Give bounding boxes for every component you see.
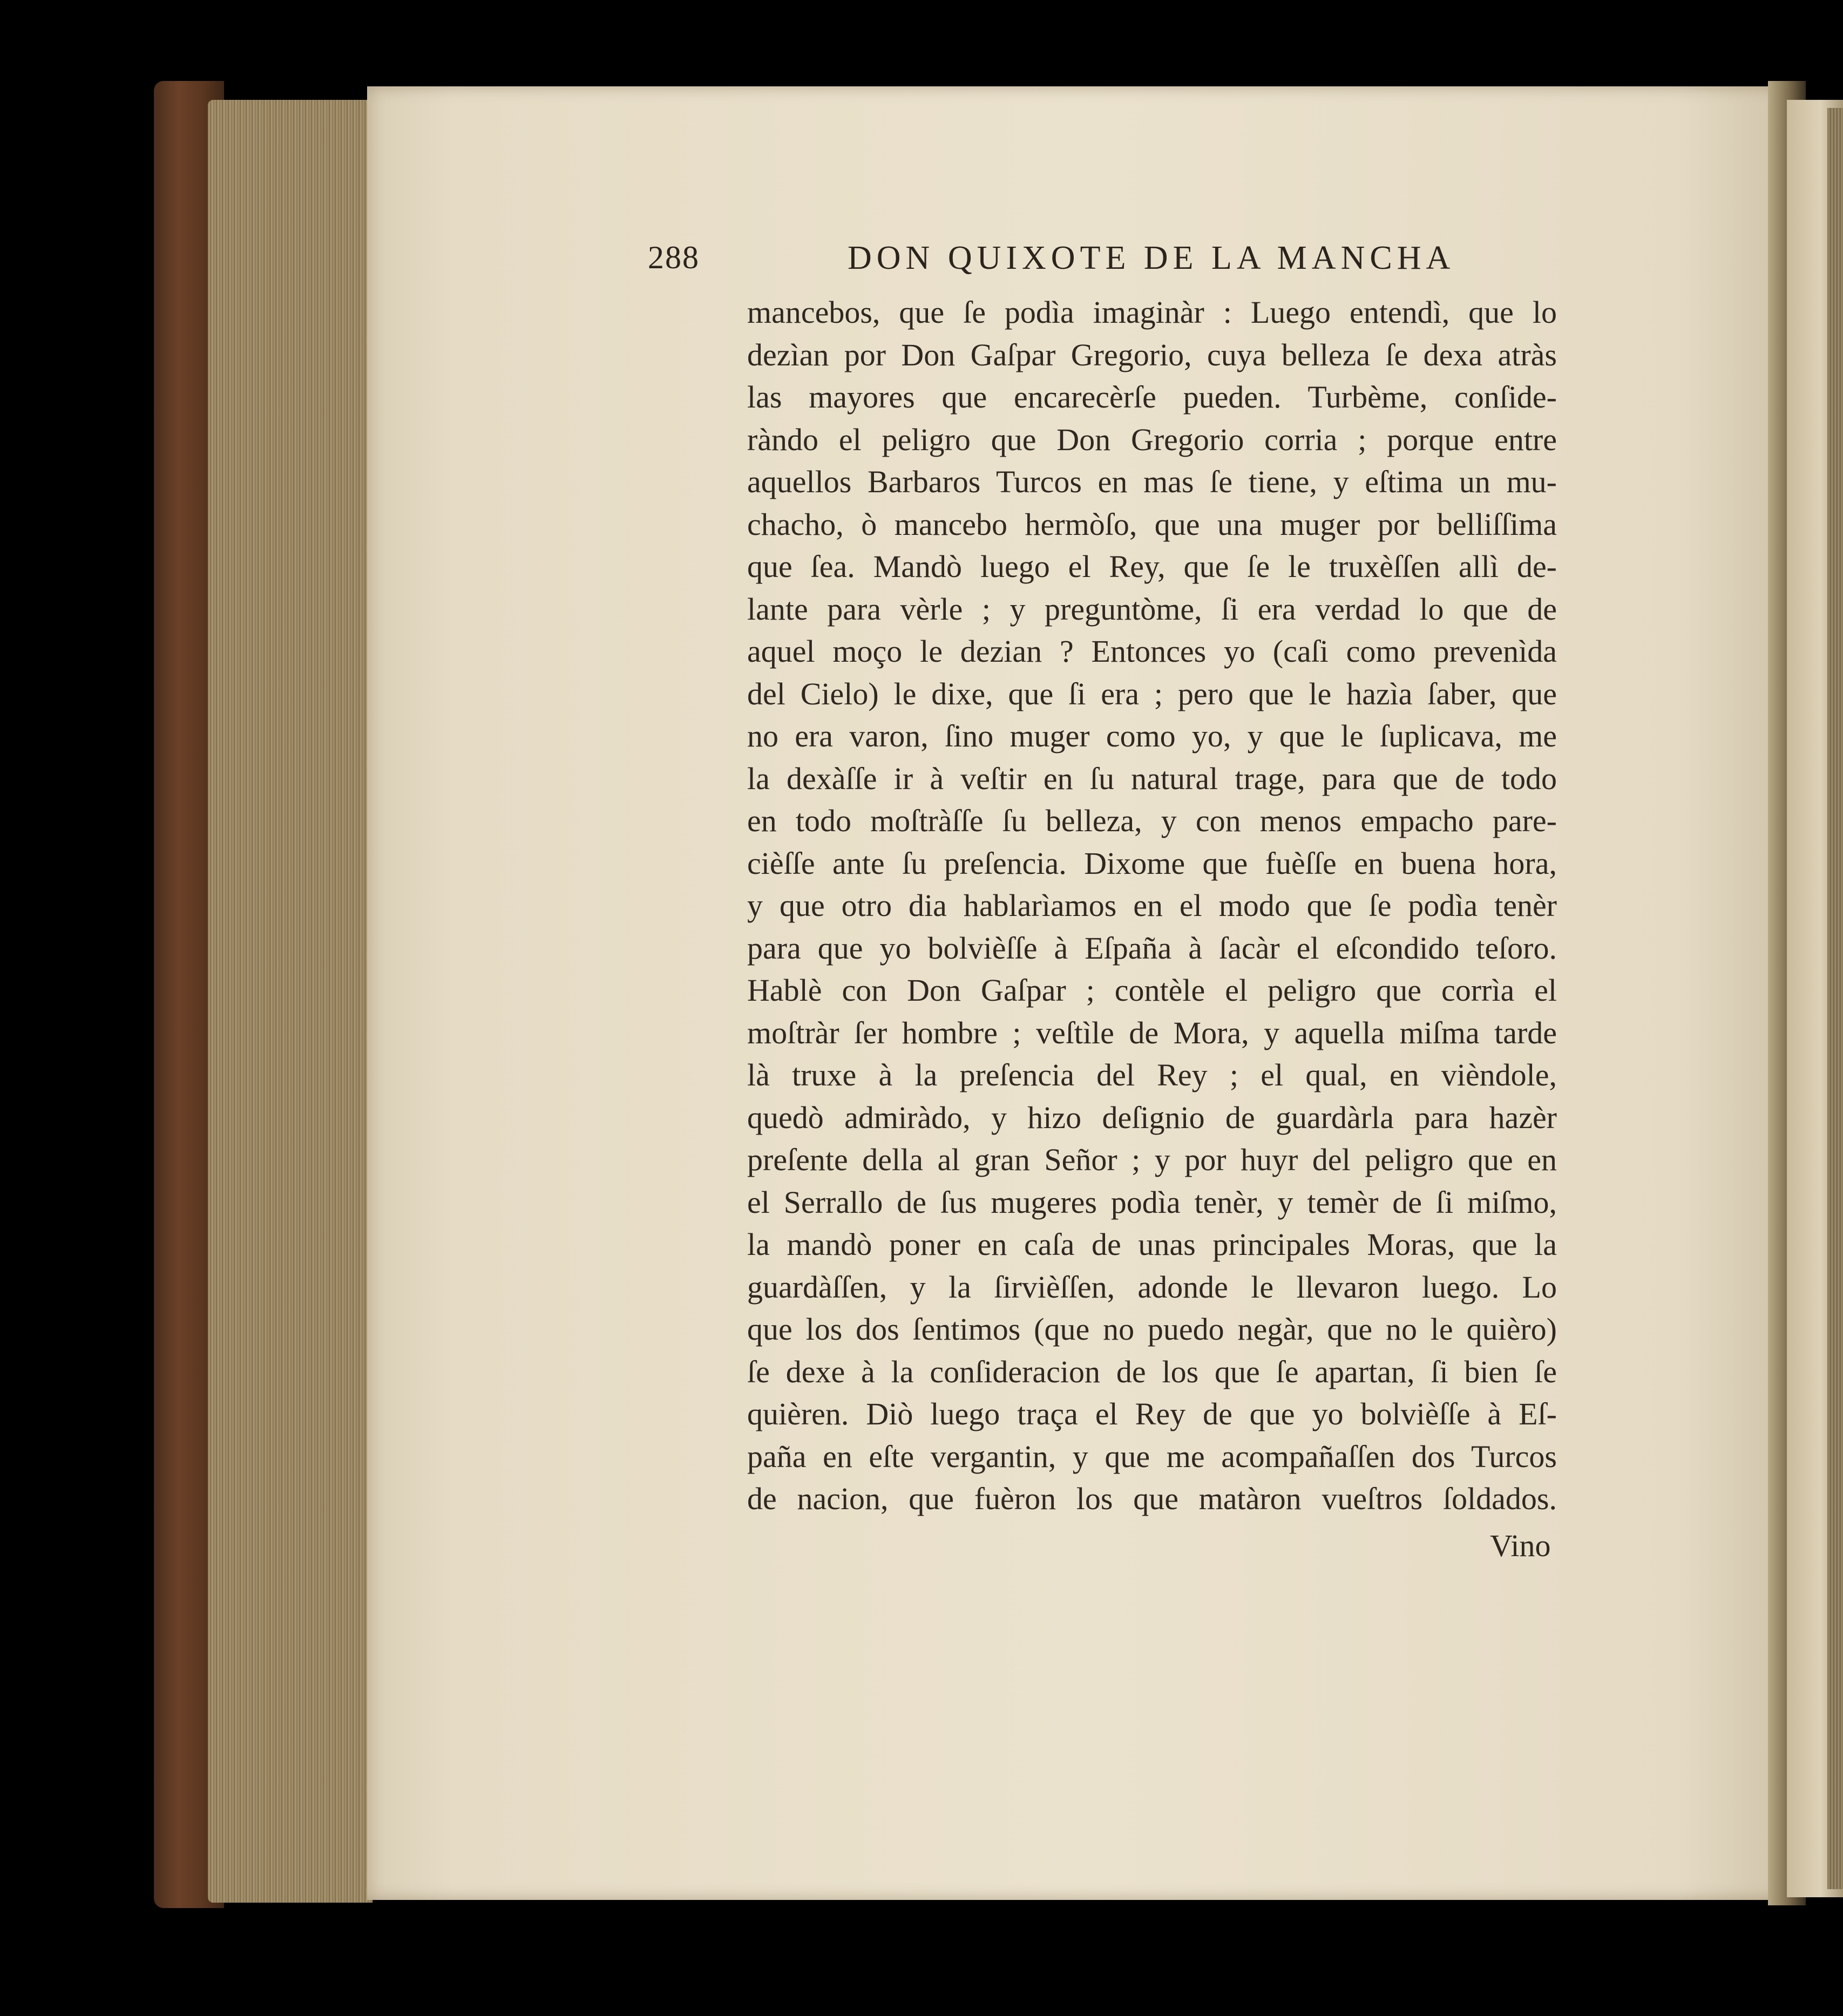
text-line: cièſſe ante ſu preſencia. Dixome que fuèſſe en buena hora, bbox=[747, 845, 1557, 881]
text-line: para que yo bolvièſſe à Eſpaña à ſacàr el eſcondido teſoro. bbox=[747, 930, 1557, 966]
body-text bbox=[747, 291, 1557, 1521]
text-line: en todo moſtràſſe ſu belleza, y con menos empacho pare- bbox=[747, 803, 1557, 838]
page-edges bbox=[208, 100, 372, 1903]
text-line: del Cielo) le dixe, que ſi era ; pero que le hazìa ſaber, que bbox=[747, 676, 1557, 711]
text-line: aquellos Barbaros Turcos en mas ſe tiene, y eſtima un mu- bbox=[747, 464, 1557, 499]
text-line: de nacion, que fuèron los que matàron vueſtros ſoldados. bbox=[747, 1481, 1557, 1516]
text-line: paña en eſte vergantin, y que me acompañaſſen dos Turcos bbox=[747, 1438, 1557, 1474]
text-line: quièren. Diò luego traça el Rey de que yo bolvièſſe à Eſ- bbox=[747, 1396, 1557, 1431]
text-line: quedò admiràdo, y hizo deſignio de guardàrla para hazèr bbox=[747, 1099, 1557, 1135]
text-line: dezìan por Don Gaſpar Gregorio, cuya belleza ſe dexa atràs bbox=[747, 337, 1557, 372]
text-line: y que otro dia hablarìamos en el modo que ſe podìa tenèr bbox=[747, 888, 1557, 923]
text-line: preſente della al gran Señor ; y por huyr del peligro que en bbox=[747, 1142, 1557, 1177]
text-line: el Serrallo de ſus mugeres podìa tenèr, y temèr de ſi miſmo, bbox=[747, 1184, 1557, 1220]
text-line: la dexàſſe ir à veſtir en ſu natural trage, para que de todo bbox=[747, 761, 1557, 796]
text-line: ſe dexe à la conſideracion de los que ſe apartan, ſi bien ſe bbox=[747, 1354, 1557, 1389]
text-line: mancebos, que ſe podìa imaginàr : Luego entendì, que lo bbox=[747, 295, 1557, 330]
text-line: la mandò poner en caſa de unas principales Moras, que la bbox=[747, 1227, 1557, 1262]
text-line: guardàſſen, y la ſirvièſſen, adonde le llevaron luego. Lo bbox=[747, 1269, 1557, 1305]
catchword: Vino bbox=[1490, 1528, 1551, 1563]
running-title: DON QUIXOTE DE LA MANCHA bbox=[848, 240, 1455, 276]
page-number: 288 bbox=[648, 240, 700, 275]
text-line: las mayores que encarecèrſe pueden. Turbème, conſide- bbox=[747, 379, 1557, 415]
text-line: ràndo el peligro que Don Gregorio corria ; porque entre bbox=[747, 422, 1557, 457]
text-line: que los dos ſentimos (que no puedo negàr, que no le quièro) bbox=[747, 1312, 1557, 1347]
text-line: lante para vèrle ; y preguntòme, ſi era verdad lo que de bbox=[747, 591, 1557, 627]
text-line: Hablè con Don Gaſpar ; contèle el peligro que corrìa el bbox=[747, 973, 1557, 1008]
text-line: que ſea. Mandò luego el Rey, que ſe le truxèſſen allì de- bbox=[747, 549, 1557, 584]
text-line: chacho, ò mancebo hermòſo, que una muger por belliſſima bbox=[747, 506, 1557, 542]
text-line: no era varon, ſino muger como yo, y que le ſuplicava, me bbox=[747, 718, 1557, 754]
text-line: aquel moço le dezian ? Entonces yo (caſi como prevenìda bbox=[747, 634, 1557, 669]
running-head bbox=[648, 239, 1512, 282]
facing-page-edges bbox=[1827, 108, 1843, 1889]
text-line: moſtràr ſer hombre ; veſtìle de Mora, y aquella miſma tarde bbox=[747, 1015, 1557, 1050]
text-line: là truxe à la preſencia del Rey ; el qual, en vièndole, bbox=[747, 1057, 1557, 1092]
